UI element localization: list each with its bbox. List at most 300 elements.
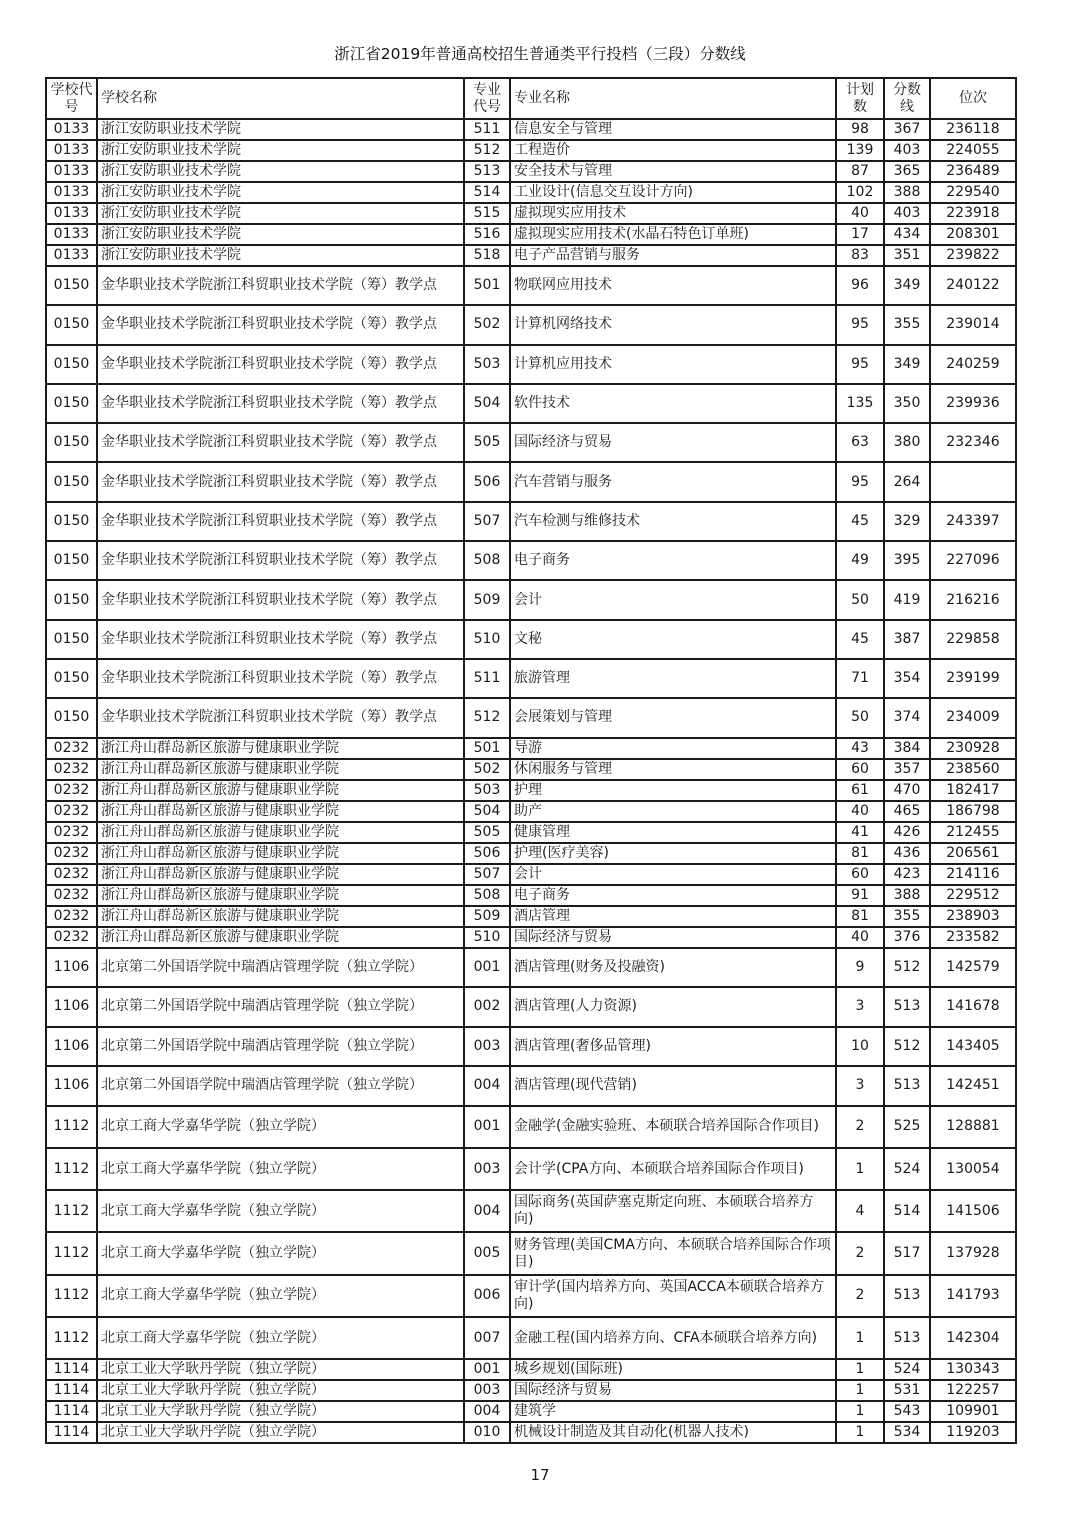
major-name-cell: 信息安全与管理	[510, 119, 836, 140]
major-code-cell: 511	[464, 119, 510, 140]
rank-cell: 230928	[930, 738, 1016, 759]
rank-cell: 143405	[930, 1027, 1016, 1067]
plan-count-cell: 1	[836, 1359, 884, 1380]
school-code-cell: 0232	[46, 780, 97, 801]
major-name-cell: 国际商务(英国萨塞克斯定向班、本硕联合培养方向)	[510, 1190, 836, 1232]
page-number: 17	[530, 1466, 550, 1484]
plan-count-cell: 40	[836, 203, 884, 224]
plan-count-cell: 41	[836, 822, 884, 843]
school-code-cell: 1112	[46, 1148, 97, 1190]
major-name-cell: 机械设计制造及其自动化(机器人技术)	[510, 1422, 836, 1443]
plan-count-cell: 63	[836, 423, 884, 462]
table-row	[46, 1232, 1016, 1274]
document-title: 浙江省2019年普通高校招生普通类平行投档（三段）分数线	[334, 45, 746, 63]
table-row	[46, 502, 1016, 541]
school-code-cell: 0150	[46, 462, 97, 501]
score-line-cell: 355	[884, 305, 930, 344]
table-row	[46, 822, 1016, 843]
major-code-cell: 003	[464, 1148, 510, 1190]
major-code-cell: 503	[464, 345, 510, 384]
plan-count-cell: 50	[836, 580, 884, 619]
rank-cell: 109901	[930, 1401, 1016, 1422]
school-code-cell: 0232	[46, 885, 97, 906]
school-name-cell: 浙江舟山群岛新区旅游与健康职业学院	[97, 885, 464, 906]
school-code-cell: 0133	[46, 119, 97, 140]
school-code-cell: 0150	[46, 266, 97, 305]
school-code-cell: 0133	[46, 203, 97, 224]
score-line-cell: 376	[884, 927, 930, 948]
school-name-cell: 金华职业技术学院浙江科贸职业技术学院（筹）教学点	[97, 305, 464, 344]
major-code-cell: 502	[464, 759, 510, 780]
score-line-cell: 403	[884, 140, 930, 161]
plan-count-cell: 49	[836, 541, 884, 580]
school-code-cell: 0232	[46, 843, 97, 864]
plan-count-cell: 81	[836, 906, 884, 927]
major-code-cell: 507	[464, 864, 510, 885]
major-name-cell: 财务管理(美国CMA方向、本硕联合培养国际合作项目)	[510, 1232, 836, 1274]
score-line-cell: 329	[884, 502, 930, 541]
school-name-cell: 金华职业技术学院浙江科贸职业技术学院（筹）教学点	[97, 659, 464, 698]
rank-cell: 128881	[930, 1106, 1016, 1148]
table-row	[46, 843, 1016, 864]
rank-cell: 141793	[930, 1275, 1016, 1317]
school-code-cell: 1112	[46, 1106, 97, 1148]
major-code-cell: 002	[464, 987, 510, 1027]
major-name-cell: 国际经济与贸易	[510, 1380, 836, 1401]
major-name-cell: 电子商务	[510, 885, 836, 906]
school-code-cell: 0232	[46, 864, 97, 885]
plan-count-cell: 40	[836, 801, 884, 822]
major-name-cell: 虚拟现实应用技术	[510, 203, 836, 224]
score-line-cell: 351	[884, 245, 930, 266]
school-name-cell: 北京第二外国语学院中瑞酒店管理学院（独立学院）	[97, 987, 464, 1027]
plan-count-cell: 98	[836, 119, 884, 140]
rank-cell: 239014	[930, 305, 1016, 344]
major-code-cell: 505	[464, 822, 510, 843]
major-name-cell: 旅游管理	[510, 659, 836, 698]
major-name-cell: 酒店管理(财务及投融资)	[510, 948, 836, 988]
plan-count-cell: 4	[836, 1190, 884, 1232]
score-line-cell: 543	[884, 1401, 930, 1422]
plan-count-cell: 40	[836, 927, 884, 948]
major-name-cell: 护理	[510, 780, 836, 801]
major-name-cell: 工程造价	[510, 140, 836, 161]
score-line-cell: 264	[884, 462, 930, 501]
school-name-cell: 浙江安防职业技术学院	[97, 245, 464, 266]
score-line-cell: 524	[884, 1359, 930, 1380]
school-name-cell: 浙江舟山群岛新区旅游与健康职业学院	[97, 864, 464, 885]
school-name-cell: 浙江舟山群岛新区旅游与健康职业学院	[97, 822, 464, 843]
table-row	[46, 384, 1016, 423]
school-code-cell: 0232	[46, 738, 97, 759]
table-row	[46, 780, 1016, 801]
school-name-cell: 北京工商大学嘉华学院（独立学院）	[97, 1317, 464, 1359]
plan-count-cell: 95	[836, 462, 884, 501]
plan-count-cell: 1	[836, 1401, 884, 1422]
school-name-cell: 金华职业技术学院浙江科贸职业技术学院（筹）教学点	[97, 580, 464, 619]
school-name-cell: 浙江舟山群岛新区旅游与健康职业学院	[97, 843, 464, 864]
school-name-cell: 浙江舟山群岛新区旅游与健康职业学院	[97, 801, 464, 822]
major-name-cell: 会展策划与管理	[510, 698, 836, 737]
plan-count-cell: 43	[836, 738, 884, 759]
score-line-cell: 387	[884, 620, 930, 659]
rank-cell: 206561	[930, 843, 1016, 864]
plan-count-cell: 2	[836, 1106, 884, 1148]
plan-count-cell: 95	[836, 305, 884, 344]
major-code-cell: 505	[464, 423, 510, 462]
school-name-cell: 北京工商大学嘉华学院（独立学院）	[97, 1275, 464, 1317]
major-name-cell: 酒店管理	[510, 906, 836, 927]
major-code-cell: 510	[464, 927, 510, 948]
school-name-cell: 北京工业大学耿丹学院（独立学院）	[97, 1422, 464, 1443]
school-name-cell: 北京工业大学耿丹学院（独立学院）	[97, 1359, 464, 1380]
rank-cell: 119203	[930, 1422, 1016, 1443]
plan-count-cell: 91	[836, 885, 884, 906]
school-code-cell: 0150	[46, 698, 97, 737]
score-line-cell: 374	[884, 698, 930, 737]
school-code-cell: 0232	[46, 822, 97, 843]
major-code-cell: 507	[464, 502, 510, 541]
school-code-cell: 1112	[46, 1275, 97, 1317]
major-code-cell: 501	[464, 266, 510, 305]
major-code-cell: 005	[464, 1232, 510, 1274]
plan-count-cell: 60	[836, 864, 884, 885]
school-name-cell: 北京工商大学嘉华学院（独立学院）	[97, 1190, 464, 1232]
major-code-cell: 001	[464, 948, 510, 988]
plan-count-cell: 81	[836, 843, 884, 864]
major-code-cell: 516	[464, 224, 510, 245]
major-code-cell: 001	[464, 1106, 510, 1148]
major-name-cell: 会计	[510, 580, 836, 619]
school-code-cell: 0150	[46, 541, 97, 580]
major-name-cell: 健康管理	[510, 822, 836, 843]
rank-cell: 238903	[930, 906, 1016, 927]
school-name-cell: 金华职业技术学院浙江科贸职业技术学院（筹）教学点	[97, 462, 464, 501]
table-row	[46, 245, 1016, 266]
table-row	[46, 580, 1016, 619]
score-line-cell: 367	[884, 119, 930, 140]
major-code-cell: 510	[464, 620, 510, 659]
score-line-cell: 395	[884, 541, 930, 580]
school-name-cell: 北京第二外国语学院中瑞酒店管理学院（独立学院）	[97, 1066, 464, 1106]
plan-count-cell: 2	[836, 1232, 884, 1274]
table-row	[46, 462, 1016, 501]
school-name-cell: 浙江安防职业技术学院	[97, 203, 464, 224]
school-code-cell: 1114	[46, 1380, 97, 1401]
plan-count-cell: 50	[836, 698, 884, 737]
plan-count-cell: 139	[836, 140, 884, 161]
score-line-cell: 513	[884, 1317, 930, 1359]
school-name-cell: 金华职业技术学院浙江科贸职业技术学院（筹）教学点	[97, 423, 464, 462]
school-code-cell: 0133	[46, 245, 97, 266]
major-code-cell: 010	[464, 1422, 510, 1443]
rank-cell: 141678	[930, 987, 1016, 1027]
school-code-cell: 1114	[46, 1422, 97, 1443]
table-row	[46, 1106, 1016, 1148]
major-name-cell: 软件技术	[510, 384, 836, 423]
table-row	[46, 738, 1016, 759]
major-code-cell: 503	[464, 780, 510, 801]
rank-cell: 223918	[930, 203, 1016, 224]
table-row	[46, 1148, 1016, 1190]
major-name-cell: 安全技术与管理	[510, 161, 836, 182]
table-row	[46, 1359, 1016, 1380]
major-name-cell: 物联网应用技术	[510, 266, 836, 305]
table-row	[46, 927, 1016, 948]
major-name-cell: 会计	[510, 864, 836, 885]
major-name-cell: 会计学(CPA方向、本硕联合培养国际合作项目)	[510, 1148, 836, 1190]
rank-cell: 232346	[930, 423, 1016, 462]
score-line-cell: 513	[884, 1066, 930, 1106]
score-line-cell: 465	[884, 801, 930, 822]
major-code-cell: 003	[464, 1027, 510, 1067]
major-name-cell: 导游	[510, 738, 836, 759]
major-code-cell: 003	[464, 1380, 510, 1401]
score-line-cell: 354	[884, 659, 930, 698]
table-row	[46, 1027, 1016, 1067]
table-row	[46, 161, 1016, 182]
rank-cell: 229512	[930, 885, 1016, 906]
major-name-cell: 文秘	[510, 620, 836, 659]
score-line-cell: 426	[884, 822, 930, 843]
major-name-cell: 酒店管理(现代营销)	[510, 1066, 836, 1106]
major-name-cell: 金融工程(国内培养方向、CFA本硕联合培养方向)	[510, 1317, 836, 1359]
school-name-cell: 浙江舟山群岛新区旅游与健康职业学院	[97, 780, 464, 801]
school-code-cell: 1114	[46, 1359, 97, 1380]
header-school-code: 学校代号	[46, 78, 97, 119]
major-code-cell: 509	[464, 580, 510, 619]
score-line-cell: 470	[884, 780, 930, 801]
admission-score-table	[45, 77, 1017, 1444]
school-code-cell: 0133	[46, 182, 97, 203]
school-name-cell: 北京第二外国语学院中瑞酒店管理学院（独立学院）	[97, 1027, 464, 1067]
score-line-cell: 534	[884, 1422, 930, 1443]
major-name-cell: 城乡规划(国际班)	[510, 1359, 836, 1380]
rank-cell: 216216	[930, 580, 1016, 619]
rank-cell: 239199	[930, 659, 1016, 698]
school-code-cell: 1114	[46, 1401, 97, 1422]
table-row	[46, 864, 1016, 885]
score-line-cell: 349	[884, 345, 930, 384]
school-code-cell: 1112	[46, 1232, 97, 1274]
rank-cell: 141506	[930, 1190, 1016, 1232]
school-code-cell: 0133	[46, 224, 97, 245]
rank-cell: 142579	[930, 948, 1016, 988]
plan-count-cell: 2	[836, 1275, 884, 1317]
school-name-cell: 北京工业大学耿丹学院（独立学院）	[97, 1401, 464, 1422]
plan-count-cell: 9	[836, 948, 884, 988]
major-code-cell: 506	[464, 843, 510, 864]
table-row	[46, 948, 1016, 988]
score-line-cell: 350	[884, 384, 930, 423]
major-code-cell: 004	[464, 1190, 510, 1232]
school-code-cell: 0150	[46, 423, 97, 462]
header-rank: 位次	[930, 78, 1016, 119]
school-name-cell: 金华职业技术学院浙江科贸职业技术学院（筹）教学点	[97, 541, 464, 580]
plan-count-cell: 1	[836, 1148, 884, 1190]
school-code-cell: 0232	[46, 927, 97, 948]
school-name-cell: 浙江安防职业技术学院	[97, 182, 464, 203]
plan-count-cell: 1	[836, 1422, 884, 1443]
table-row	[46, 1275, 1016, 1317]
major-name-cell: 酒店管理(人力资源)	[510, 987, 836, 1027]
major-name-cell: 计算机网络技术	[510, 305, 836, 344]
score-line-cell: 419	[884, 580, 930, 619]
table-row	[46, 203, 1016, 224]
table-row	[46, 1066, 1016, 1106]
school-code-cell: 0232	[46, 759, 97, 780]
header-major-code: 专业代号	[464, 78, 510, 119]
rank-cell: 236118	[930, 119, 1016, 140]
major-name-cell: 助产	[510, 801, 836, 822]
school-name-cell: 北京工商大学嘉华学院（独立学院）	[97, 1232, 464, 1274]
major-code-cell: 513	[464, 161, 510, 182]
rank-cell: 229858	[930, 620, 1016, 659]
table-row	[46, 620, 1016, 659]
header-score: 分数线	[884, 78, 930, 119]
table-row	[46, 305, 1016, 344]
rank-cell	[930, 462, 1016, 501]
rank-cell: 236489	[930, 161, 1016, 182]
school-code-cell: 1106	[46, 987, 97, 1027]
major-name-cell: 酒店管理(奢侈品管理)	[510, 1027, 836, 1067]
rank-cell: 122257	[930, 1380, 1016, 1401]
school-code-cell: 0133	[46, 140, 97, 161]
major-name-cell: 汽车营销与服务	[510, 462, 836, 501]
school-code-cell: 0150	[46, 580, 97, 619]
table-row	[46, 119, 1016, 140]
table-row	[46, 801, 1016, 822]
school-name-cell: 金华职业技术学院浙江科贸职业技术学院（筹）教学点	[97, 502, 464, 541]
plan-count-cell: 45	[836, 502, 884, 541]
table-row	[46, 987, 1016, 1027]
school-code-cell: 1106	[46, 1066, 97, 1106]
major-name-cell: 护理(医疗美容)	[510, 843, 836, 864]
school-code-cell: 1106	[46, 948, 97, 988]
school-name-cell: 浙江舟山群岛新区旅游与健康职业学院	[97, 738, 464, 759]
score-line-cell: 525	[884, 1106, 930, 1148]
table-header-row	[46, 78, 1016, 119]
rank-cell: 234009	[930, 698, 1016, 737]
major-code-cell: 004	[464, 1401, 510, 1422]
plan-count-cell: 83	[836, 245, 884, 266]
plan-count-cell: 102	[836, 182, 884, 203]
plan-count-cell: 61	[836, 780, 884, 801]
school-code-cell: 0133	[46, 161, 97, 182]
school-code-cell: 0232	[46, 801, 97, 822]
major-name-cell: 金融学(金融实验班、本硕联合培养国际合作项目)	[510, 1106, 836, 1148]
table-row	[46, 1317, 1016, 1359]
score-line-cell: 403	[884, 203, 930, 224]
table-row	[46, 1380, 1016, 1401]
table-row	[46, 698, 1016, 737]
table-row	[46, 1422, 1016, 1443]
rank-cell: 224055	[930, 140, 1016, 161]
plan-count-cell: 1	[836, 1317, 884, 1359]
school-name-cell: 金华职业技术学院浙江科贸职业技术学院（筹）教学点	[97, 345, 464, 384]
rank-cell: 212455	[930, 822, 1016, 843]
header-major-name: 专业名称	[510, 78, 836, 119]
major-code-cell: 515	[464, 203, 510, 224]
major-code-cell: 508	[464, 541, 510, 580]
school-name-cell: 浙江安防职业技术学院	[97, 140, 464, 161]
table-row	[46, 345, 1016, 384]
rank-cell: 208301	[930, 224, 1016, 245]
plan-count-cell: 3	[836, 1066, 884, 1106]
rank-cell: 240259	[930, 345, 1016, 384]
major-name-cell: 工业设计(信息交互设计方向)	[510, 182, 836, 203]
school-name-cell: 浙江舟山群岛新区旅游与健康职业学院	[97, 759, 464, 780]
score-line-cell: 513	[884, 1275, 930, 1317]
score-line-cell: 388	[884, 885, 930, 906]
school-name-cell: 浙江舟山群岛新区旅游与健康职业学院	[97, 906, 464, 927]
score-line-cell: 517	[884, 1232, 930, 1274]
rank-cell: 233582	[930, 927, 1016, 948]
school-code-cell: 0150	[46, 384, 97, 423]
table-row	[46, 1401, 1016, 1422]
score-line-cell: 512	[884, 948, 930, 988]
school-code-cell: 0150	[46, 345, 97, 384]
score-line-cell: 512	[884, 1027, 930, 1067]
school-code-cell: 1112	[46, 1317, 97, 1359]
school-code-cell: 1106	[46, 1027, 97, 1067]
plan-count-cell: 1	[836, 1380, 884, 1401]
table-row	[46, 182, 1016, 203]
rank-cell: 137928	[930, 1232, 1016, 1274]
rank-cell: 142304	[930, 1317, 1016, 1359]
plan-count-cell: 87	[836, 161, 884, 182]
school-name-cell: 浙江安防职业技术学院	[97, 161, 464, 182]
score-line-cell: 423	[884, 864, 930, 885]
plan-count-cell: 96	[836, 266, 884, 305]
school-code-cell: 0150	[46, 620, 97, 659]
major-code-cell: 511	[464, 659, 510, 698]
major-name-cell: 国际经济与贸易	[510, 423, 836, 462]
score-line-cell: 349	[884, 266, 930, 305]
plan-count-cell: 60	[836, 759, 884, 780]
major-code-cell: 509	[464, 906, 510, 927]
plan-count-cell: 71	[836, 659, 884, 698]
major-name-cell: 建筑学	[510, 1401, 836, 1422]
major-name-cell: 审计学(国内培养方向、英国ACCA本硕联合培养方向)	[510, 1275, 836, 1317]
major-code-cell: 504	[464, 384, 510, 423]
school-name-cell: 浙江安防职业技术学院	[97, 119, 464, 140]
rank-cell: 229540	[930, 182, 1016, 203]
major-code-cell: 006	[464, 1275, 510, 1317]
rank-cell: 239822	[930, 245, 1016, 266]
school-code-cell: 0150	[46, 659, 97, 698]
table-row	[46, 759, 1016, 780]
table-row	[46, 885, 1016, 906]
table-row	[46, 224, 1016, 245]
rank-cell: 214116	[930, 864, 1016, 885]
table-row	[46, 659, 1016, 698]
major-code-cell: 518	[464, 245, 510, 266]
major-code-cell: 508	[464, 885, 510, 906]
major-code-cell: 501	[464, 738, 510, 759]
major-code-cell: 512	[464, 140, 510, 161]
major-name-cell: 休闲服务与管理	[510, 759, 836, 780]
plan-count-cell: 10	[836, 1027, 884, 1067]
header-plan: 计划数	[836, 78, 884, 119]
plan-count-cell: 17	[836, 224, 884, 245]
major-code-cell: 502	[464, 305, 510, 344]
plan-count-cell: 135	[836, 384, 884, 423]
plan-count-cell: 45	[836, 620, 884, 659]
rank-cell: 130054	[930, 1148, 1016, 1190]
major-name-cell: 电子产品营销与服务	[510, 245, 836, 266]
rank-cell: 239936	[930, 384, 1016, 423]
